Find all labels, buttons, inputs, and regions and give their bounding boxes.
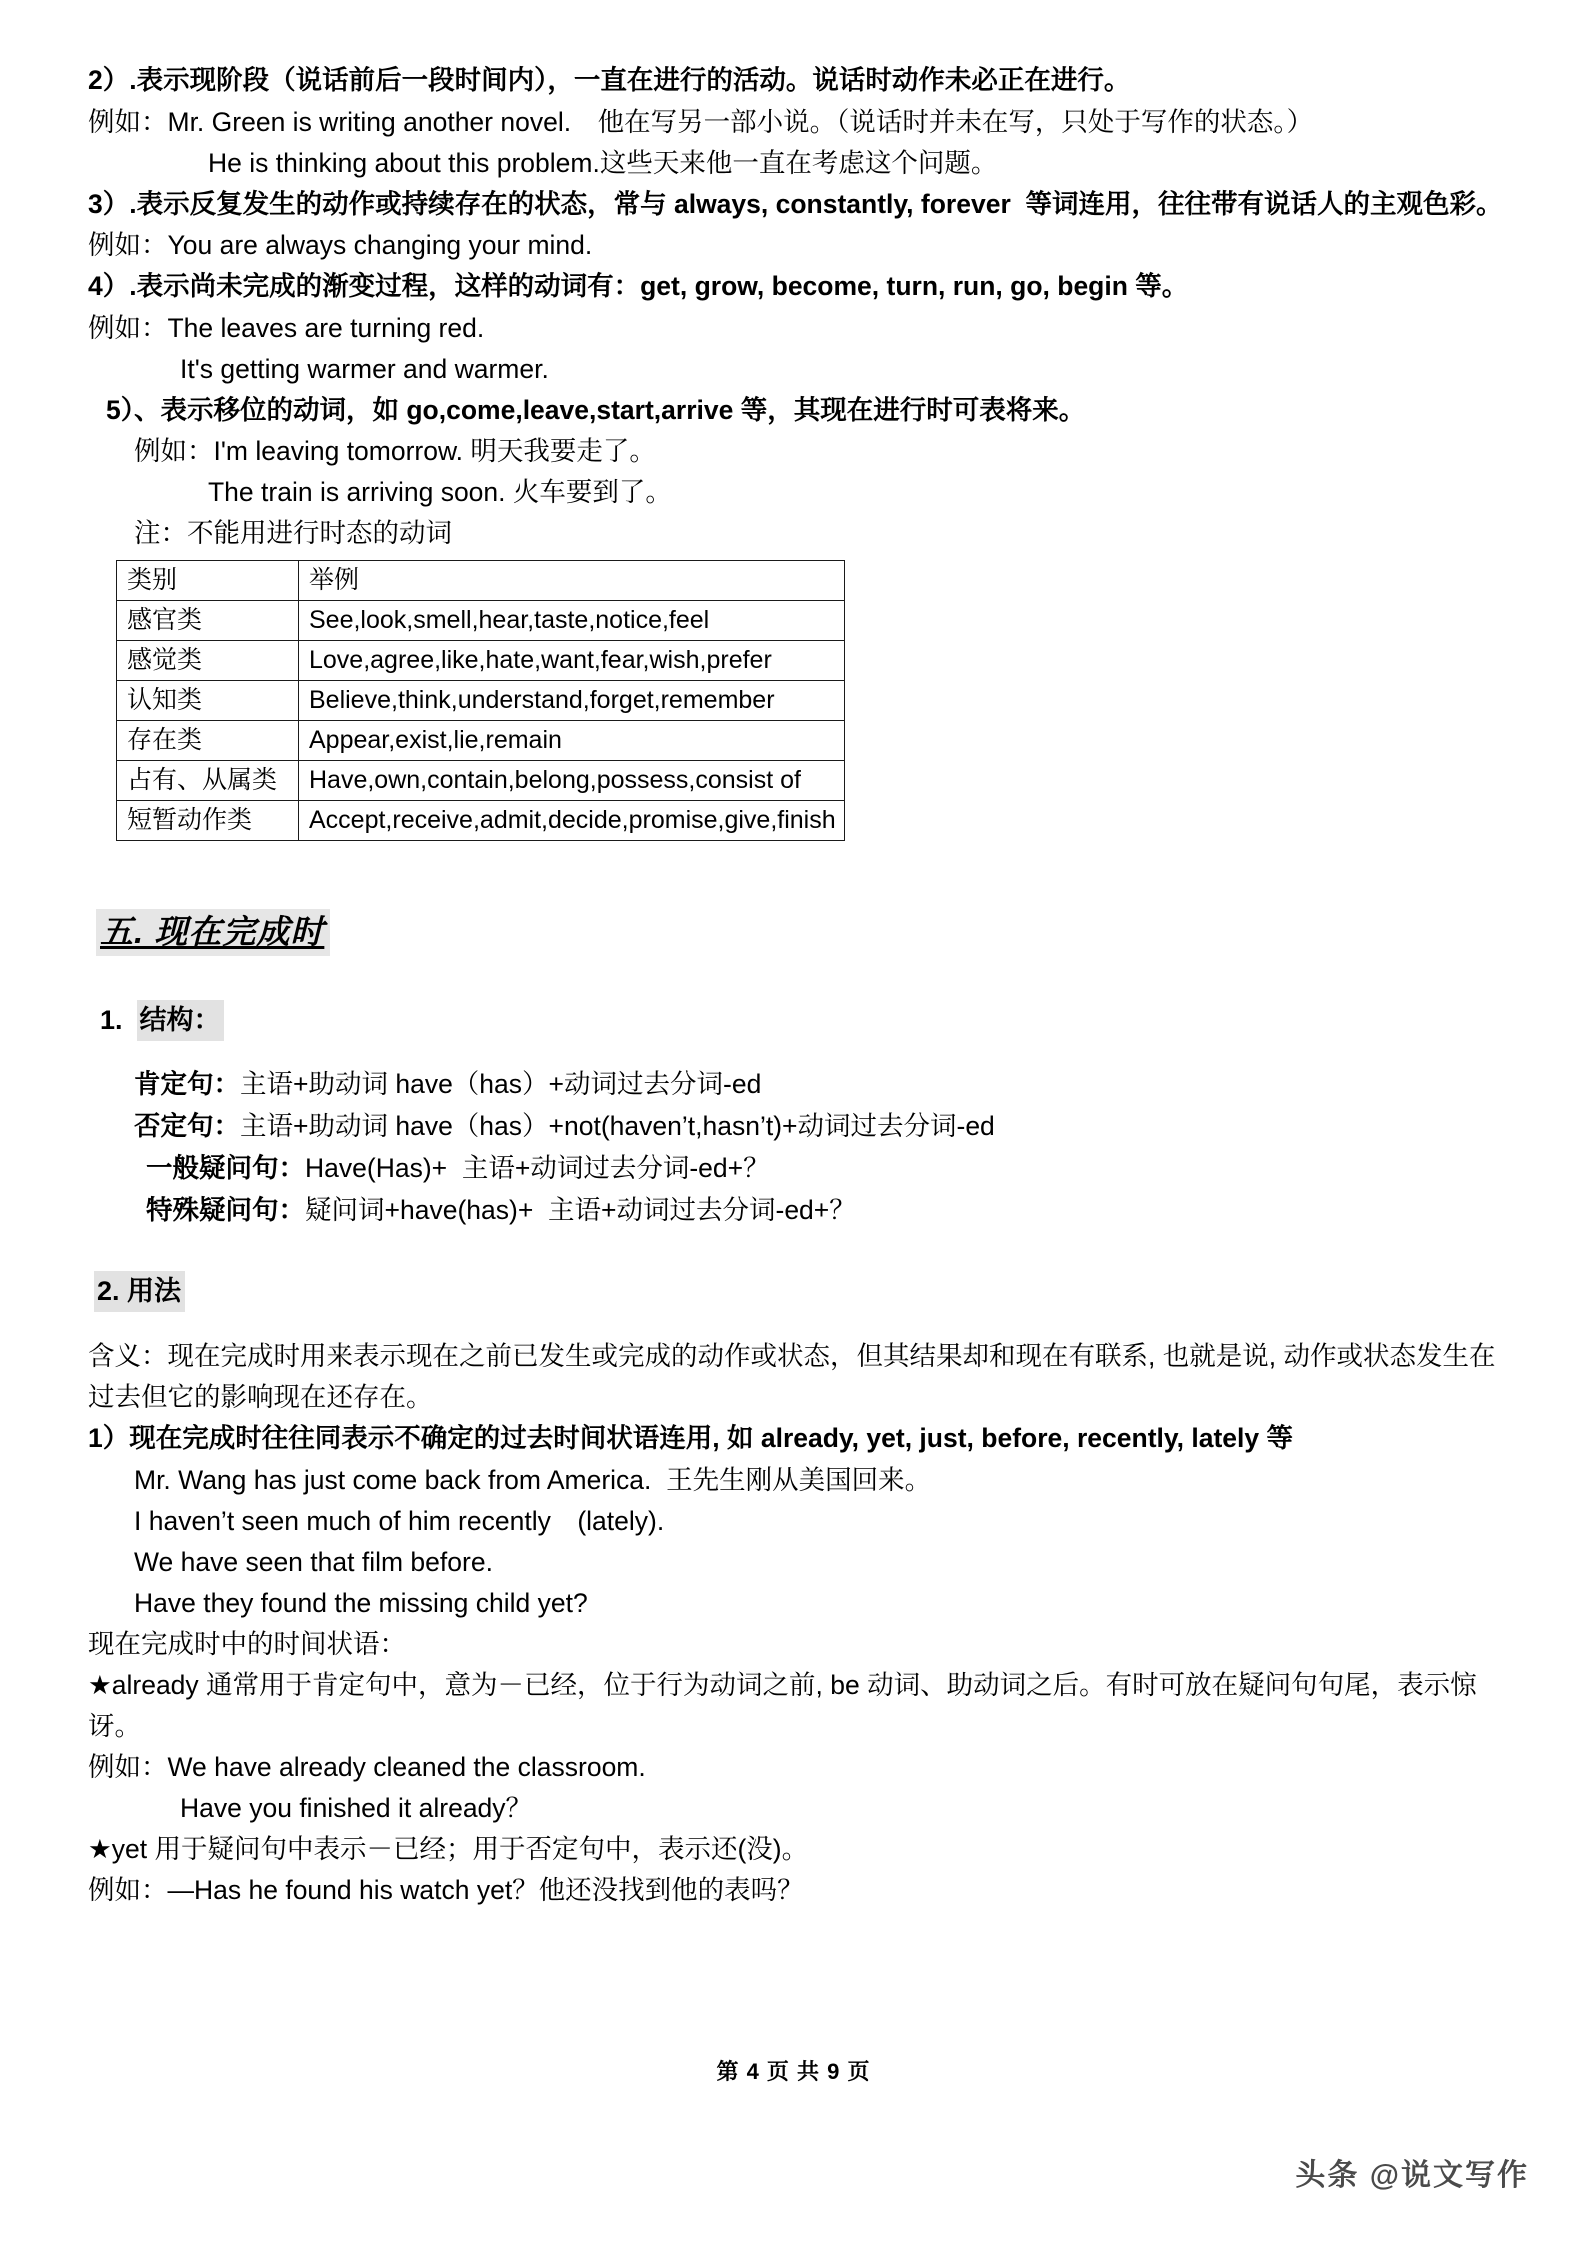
subsection-usage-header — [88, 1271, 1512, 1312]
table-row — [117, 801, 845, 841]
usage-point-1-text: 现在完成时往往同表示不确定的过去时间状语连用, 如 already, yet, just, before, recently, lately 等 — [129, 1423, 1294, 1453]
usage-yet-rule: ★yet 用于疑问句中表示－已经；用于否定句中，表示还(没)。 — [88, 1833, 809, 1864]
usage-point-1-example-1: Mr. Wang has just come back from America. 王先生刚从美国回来。 — [134, 1464, 932, 1495]
usage-point-1-example-2: I haven’t seen much of him recently (lately). — [134, 1505, 665, 1536]
list-item-5-number: 5）、 — [106, 394, 161, 425]
table-header-row — [117, 561, 845, 601]
usage-point-1-example-3: We have seen that film before. — [134, 1546, 493, 1577]
non-continuous-verbs-table — [116, 560, 845, 841]
list-item-5-example-2: The train is arriving soon. 火车要到了。 — [208, 477, 672, 507]
table-cell-examples: Have,own,contain,belong,possess,consist of — [299, 761, 845, 801]
usage-adverb-label: 现在完成时中的时间状语： — [88, 1628, 406, 1659]
table-row — [117, 761, 845, 801]
list-item-2 — [88, 60, 1512, 102]
subsection-structure-title: 结构： — [137, 1000, 224, 1041]
structure-line-body: Have(Has)+ 主语+动词过去分词-ed+？ — [305, 1153, 770, 1183]
list-item-4-example-1: 例如：The leaves are turning red. — [88, 312, 485, 343]
subsection-structure-number: 1. — [100, 1005, 123, 1035]
table-header-category: 类别 — [117, 561, 299, 601]
table-row — [117, 601, 845, 641]
list-item-5 — [88, 390, 1512, 432]
table-cell-examples: Appear,exist,lie,remain — [299, 721, 845, 761]
list-item-3-number: 3）. — [88, 188, 137, 219]
structure-line-label: 一般疑问句： — [146, 1153, 305, 1183]
table-cell-category: 存在类 — [117, 721, 299, 761]
list-item-3-example-1: 例如：You are always changing your mind. — [88, 230, 593, 260]
table-cell-category: 占有、从属类 — [117, 761, 299, 801]
table-cell-examples: Accept,receive,admit,decide,promise,give,finish — [299, 801, 845, 841]
list-item-5-text: 表示移位的动词，如 go,come,leave,start,arrive 等，其现在进行时可表将来。 — [160, 394, 1086, 425]
structure-lines — [88, 1063, 1512, 1231]
list-item-4-text: 表示尚未完成的渐变过程，这样的动词有：get, grow, become, turn, run, go, begin 等。 — [136, 271, 1189, 301]
structure-line-affirmative — [88, 1063, 1512, 1105]
table-cell-category: 感觉类 — [117, 641, 299, 681]
table-row — [117, 721, 845, 761]
list-item-4-example-2: It's getting warmer and warmer. — [180, 353, 549, 384]
structure-line-label: 肯定句： — [134, 1069, 240, 1099]
table-row — [117, 681, 845, 721]
structure-line-negative — [88, 1105, 1512, 1147]
section-heading-wrap — [88, 909, 1512, 956]
page-footer: 第 4 页 共 9 页 — [716, 2059, 871, 2084]
usage-meaning: 含义：现在完成时用来表示现在之前已发生或完成的动作或状态，但其结果却和现在有联系, 也就是说, 动作或状态发生在过去但它的影响现在还存在。 — [88, 1341, 1496, 1412]
usage-already-example-2: Have you finished it already？ — [180, 1792, 533, 1823]
list-item-4 — [88, 266, 1512, 308]
table-cell-examples: Believe,think,understand,forget,remember — [299, 681, 845, 721]
usage-point-1-number: 1） — [88, 1423, 130, 1453]
structure-line-label: 特殊疑问句： — [146, 1195, 305, 1225]
table-cell-examples: Love,agree,like,hate,want,fear,wish,prefer — [299, 641, 845, 681]
structure-line-special-question — [88, 1189, 1512, 1231]
structure-line-body: 主语+助动词 have（has）+not(haven’t,hasn’t)+动词过去分词-ed — [240, 1111, 995, 1141]
list-item-2-example-1: 例如：Mr. Green is writing another novel. 他在写另一部小说。（说话时并未在写，只处于写作的状态。） — [88, 106, 1314, 137]
note-label: 注：不能用进行时态的动词 — [134, 518, 452, 548]
structure-line-body: 主语+助动词 have（has）+动词过去分词-ed — [240, 1069, 762, 1099]
subsection-structure-header — [88, 1000, 1512, 1041]
list-item-2-number: 2）. — [88, 65, 137, 95]
list-item-2-text: 表示现阶段（说话前后一段时间内），一直在进行的活动。说话时动作未必正在进行。 — [136, 65, 1131, 95]
table-row — [117, 641, 845, 681]
watermark: 头条 @说文写作 — [1295, 2159, 1529, 2192]
list-item-4-number: 4）. — [88, 271, 137, 301]
usage-body — [88, 1336, 1512, 1911]
list-item-2-example-2: He is thinking about this problem.这些天来他一直在考虑这个问题。 — [208, 147, 998, 178]
list-item-3 — [88, 184, 1512, 226]
table-cell-examples: See,look,smell,hear,taste,notice,feel — [299, 601, 845, 641]
structure-line-label: 否定句： — [134, 1111, 240, 1141]
structure-line-body: 疑问词+have(has)+ 主语+动词过去分词-ed+？ — [305, 1195, 856, 1225]
usage-point-1-example-4: Have they found the missing child yet? — [134, 1587, 588, 1618]
list-item-5-example-1: 例如：I'm leaving tomorrow. 明天我要走了。 — [134, 436, 656, 466]
table-header-examples: 举例 — [299, 561, 845, 601]
table-cell-category: 感官类 — [117, 601, 299, 641]
table-cell-category: 短暂动作类 — [117, 801, 299, 841]
usage-yet-example-1: 例如：—Has he found his watch yet？他还没找到他的表吗？ — [88, 1874, 804, 1905]
subsection-usage-title: 2. 用法 — [94, 1271, 185, 1312]
table-cell-category: 认知类 — [117, 681, 299, 721]
usage-already-rule: ★already 通常用于肯定句中，意为－已经，位于行为动词之前, be 动词、助动词之后。有时可放在疑问句句尾，表示惊讶。 — [88, 1669, 1477, 1741]
section-heading-present-perfect: 五. 现在完成时 — [96, 909, 330, 956]
list-item-3-text: 表示反复发生的动作或持续存在的状态，常与 always, constantly, forever 等词连用，往往带有说话人的主观色彩。 — [136, 188, 1503, 219]
usage-already-example-1: 例如：We have already cleaned the classroom. — [88, 1751, 646, 1782]
structure-line-general-question — [88, 1147, 1512, 1189]
usage-point-1 — [88, 1418, 1512, 1460]
